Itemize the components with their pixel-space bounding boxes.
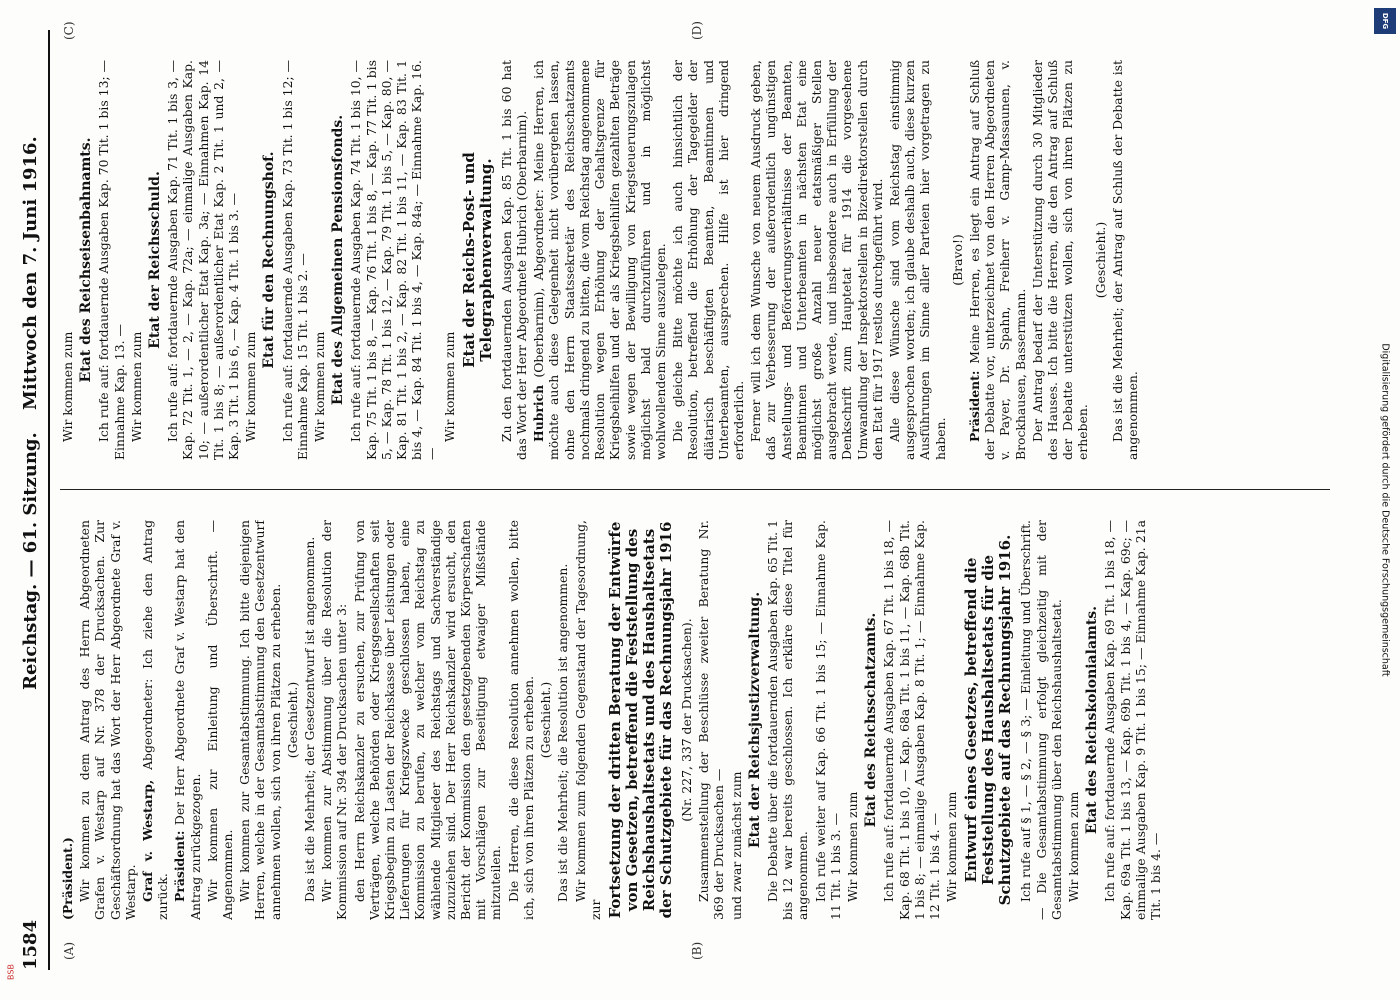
speaker-name: Hubrich [531,384,547,442]
stage-note: (Geschieht.) [284,681,300,759]
agenda-heading: Entwurf eines Gesetzes, betreffend die Feststellung des Haushaltsetats für die Schutzgebiete auf das Rechnungsjahr 1916. [962,534,1015,906]
paragraph: Die gleiche Bitte möchte ich auch hinsichtlich der Resolution, betreffend die Erhöhung der Tagegelder der diätarisch beschäftigten Beamten, Beamtinnen und Unterbeamten, aussprechen. Hilfe ist hier dringend erforderlich. [670,60,746,460]
dfg-logo [1374,8,1396,34]
section-heading: Etat des Reichskolonialamts. [1084,605,1101,835]
paragraph: Abgeordneter: Ich ziehe den Antrag zurück. [140,520,171,920]
paragraph: Die Debatte über die fortdauernden Ausgaben Kap. 65 Tit. 1 bis 12 war bereits geschlossen. Ich erkläre diese Titel für angenommen. [764,520,811,920]
margin-marker-a: (A) [62,941,76,960]
paragraph: Ich rufe auf: fortdauernde Ausgaben Kap. 69 Tit. 1 bis 18, — Kap. 69a Tit. 1 bis 13, — Kap. 69b Tit. 1 bis 4, — Kap. 69c; — einmalige Ausgaben Kap. 9 Tit. 1 bis 15; — Einnahme Kap. 21a Tit. 1 bis 4. — [1102,520,1163,920]
paragraph: Zusammenstellung der Beschlüsse zweiter Beratung Nr. 369 der Drucksachen — [696,520,727,920]
left-column [60,520,1330,920]
paragraph: Wir kommen zum [441,331,457,442]
paragraph: Wir kommen zur Einleitung und Überschrift. — Angenommen. [204,520,236,920]
dfg-logo-text: DFG [1381,12,1389,30]
paragraph: und zwar zunächst zum [728,771,744,920]
paragraph: Ich rufe auf: fortdauernde Ausgaben Kap. 71 Tit. 1 bis 3, — Kap. 72 Tit. 1, — 2, — Kap. 72a; — einmalige Ausgaben Kap. 10; — außerordentlicher Etat Kap. 3a; — Einnahmen Kap. 14 Tit. 1 bis 8; — außerordentlicher Etat Kap. 2 Tit. 1 und 2, — Kap. 3 Tit. 1 bis 6, — Kap. 4 Tit. 1 bis 3. — [165,60,242,460]
paragraph: Wir kommen zum folgenden Gegenstand der Tagesordnung, zur [572,520,603,920]
section-heading: Etat der Reichsjustizverwaltung. [746,591,763,849]
paragraph: Wir kommen zum [60,331,75,442]
paragraph: Ich rufe auf: fortdauernde Ausgaben Kap. 74 Tit. 1 bis 10, — Kap. 75 Tit. 1 bis 8, — Kap. 76 Tit. 1 bis 8, — Kap. 77 Tit. 1 bis 5, — Kap. 78 Tit. 1 bis 12, — Kap. 79 Tit. 1 bis 5, — Kap. 80, — Kap. 81 Tit. 1 bis 2, — Kap. 82 Tit. 1 bis 11, — Kap. 83 Tit. 1 bis 4, — Kap. 84 Tit. 1 bis 4, — Kap. 84a; — Einnahme Kap. 16. — [348,60,440,460]
speaker-name: Graf v. Westarp, [140,779,156,902]
paragraph: Ich rufe auf: fortdauernde Ausgaben Kap. 67 Tit. 1 bis 18, — Kap. 68 Tit. 1 bis 10, — Kap. 68a Tit. 1 bis 11, — Kap. 68b Tit. 1 bis 8; — einmalige Ausgaben Kap. 8 Tit. 1; — Einnahme Kap. 12 Tit. 1 bis 4. — [881,520,942,920]
margin-marker-b: (B) [690,941,704,960]
paragraph: Ich rufe weiter auf Kap. 66 Tit. 1 bis 15; — Einnahme Kap. 11 Tit. 1 bis 3. — [812,520,843,920]
paragraph: Ich rufe auf: fortdauernde Ausgaben Kap. 70 Tit. 1 bis 13; — Einnahme Kap. 13. — [96,60,127,460]
paragraph: Meine Herren, es liegt ein Antrag auf Schluß der Debatte vor, unterzeichnet von den Herren Abgeordneten v. Payer, Dr. Spahn, Freiherr v. Gamp-Massaunen, v. Brockhausen, Bassermann. [966,60,1028,460]
credit-text: Digitalisierung gefördert durch die Deutsche Forschungsgemeinschaft [1379,343,1391,677]
margin-marker-d: (D) [690,21,704,40]
paragraph: Der Herr Abgeordnete Graf v. Westarp hat den Antrag zurückgezogen. [172,520,203,920]
library-stamp-text: BSB [6,964,16,980]
paragraph: Wir kommen zum [1065,791,1081,902]
paragraph: Wir kommen zum [844,791,860,902]
right-column [60,60,1330,460]
paragraph: (Oberbarnim), Abgeordneter: Meine Herren, ich möchte auch diese Gelegenheit nicht vorübergehen lassen, ohne den Herrn Staatssekretär des Reichsschatzamts nochmals dringend zu bitten, die vom Reichstag angenommene Resolution wegen Erhöhung der Gehaltsgrenze für Kriegsbeihilfen und der als Kriegsbeihilfen gezahlten Beträge sowie wegen der Bewilligung von Kriegsteuerungszulagen möglichst bald durchzuführen und in möglichst wohlwollendem Sinne auszulegen. [531,60,668,460]
digitization-credit [1378,40,1392,980]
paragraph: Wir kommen zur Abstimmung über die Resolution der Kommission auf Nr. 394 der Drucksachen unter 3: [319,520,350,920]
page-header [14,30,50,970]
presiding-label: (Präsident.) [60,837,75,920]
paragraph: Wir kommen zu dem Antrag des Herrn Abgeordneten Grafen v. Westarp auf Nr. 378 der Drucksachen. Zur Geschäftsordnung hat das Wort der Herr Abgeordnete Graf v. Westarp. [77,520,138,920]
paragraph: Wir kommen zur Gesamtabstimmung. Ich bitte diejenigen Herren, welche in der Gesamtabstimmung den Gesetzentwurf annehmen wollen, sich von ihren Plätzen zu erheben. [237,520,283,920]
stage-note: (Geschieht.) [538,681,554,759]
margin-marker-c: (C) [62,21,76,40]
page-number: 1584 [20,919,41,970]
paragraph: Das ist die Mehrheit; der Antrag auf Schluß der Debatte ist angenommen. [1109,60,1140,460]
paragraph: Der Antrag bedarf der Unterstützung durch 30 Mitglieder des Hauses. Ich bitte die Herren, die den Antrag auf Schluß der Debatte unterstützen wollen, sich von ihren Plätzen zu erheben. [1029,60,1091,460]
session-date: Mittwoch den 7. Juni 1916. [20,136,41,410]
session-title: Reichstag. — 61. Sitzung. [20,432,41,690]
speaker-name: Präsident: [966,370,982,442]
paragraph: Zu den fortdauernden Ausgaben Kap. 85 Tit. 1 bis 60 hat das Wort der Herr Abgeordnete Hubrich (Oberbarnim). [498,60,530,460]
paragraph: Wir kommen zum [312,331,328,442]
paragraph: Alle diese Wünsche sind vom Reichstag einstimmig ausgesprochen worden; ich glaube deshalb auch, diese kurzen Ausführungen im Sinne aller Parteien hier vorgetragen zu haben. [886,60,948,460]
section-heading: Etat des Allgemeinen Pensionsfonds. [330,114,347,406]
paragraph: Wir kommen zum [243,331,259,442]
paragraph: Das ist die Mehrheit; der Gesetzentwurf ist angenommen. [302,536,318,902]
paragraph: Das ist die Mehrheit; die Resolution ist angenommen. [555,563,571,902]
paragraph: Wir kommen zum [944,791,960,902]
paragraph: Wir kommen zum [128,331,144,442]
paragraph: Die Herren, die diese Resolution annehmen wollen, bitte ich, sich von ihren Plätzen zu erheben. [505,520,536,920]
speaker-name: Präsident: [172,830,188,902]
paragraph: Ich rufe auf: fortdauernde Ausgaben Kap. 73 Tit. 1 bis 12; — Einnahme Kap. 15 Tit. 1 bis 2. — [279,60,310,460]
agenda-subheading: (Nr. 227, 337 der Drucksachen). [678,618,694,822]
stage-note: (Bravo!) [949,234,965,286]
paragraph: Ich rufe auf § 1, — § 2, — § 3; — Einleitung und Überschrift. — Die Gesamtabstimmung erfolgt gleichzeitig mit der Gesamtabstimmung über den Reichshaushaltsetat. [1018,520,1064,920]
paragraph: Ferner will ich dem Wunsche von neuem Ausdruck geben, daß zur Verbesserung der außerordentlich ungünstigen Anstellungs- und Beförderungsverhältnisse der Beamten, Beamtinnen und Unterbeamten in nächsten Etat eine möglichst große Anzahl neuer etatsmäßiger Stellen ausgebracht werde, und insbesondere auch in Erfüllung der Denkschrift zum Hauptetat für 1914 die vorgesehene Umwandlung der Inspektorstellen in Bizedirektorstellen durch den Etat für 1917 restlos durchgeführt wird. [748,60,885,460]
column-divider [60,489,1330,490]
section-heading: Etat des Reichseisenbahnamts. [78,137,95,383]
stage-note: (Geschieht.) [1092,221,1108,299]
section-heading: Etat für den Rechnungshof. [261,151,278,369]
agenda-heading: Fortsetzung der dritten Beratung der Entwürfe von Gesetzen, betreffend die Feststellung des Reichshaushaltsetats und des Haushaltsetats der Schutzgebiete für das Rechnungsjahr 1916 [605,521,675,919]
section-heading: Etat der Reichsschuld. [147,171,164,349]
resolution-text: den Herrn Reichskanzler zu ersuchen, zur Prüfung von Verträgen, welche Behörden oder Kriegsgesellschaften seit Kriegsbeginn zu Lasten der Reichskasse über Leistungen oder Lieferungen für Kriegszwecke geschlossen haben, eine Kommission zu berufen, zu welcher vom Reichstag zu wählende Mitglieder des Reichstags und Sachverständige zuzuziehen sind. Der Herr Reichskanzler wird ersucht, den Bericht der Kommission den gesetzgebenden Körperschaften mit Vorschlägen zur Beseitigung etwaiger Mißstände mitzuteilen. [351,520,504,920]
section-heading: Etat der Reichs-Post- und Telegraphenverwaltung. [459,152,495,368]
library-stamp [4,952,18,992]
section-heading: Etat des Reichsschatzamts. [863,612,880,828]
